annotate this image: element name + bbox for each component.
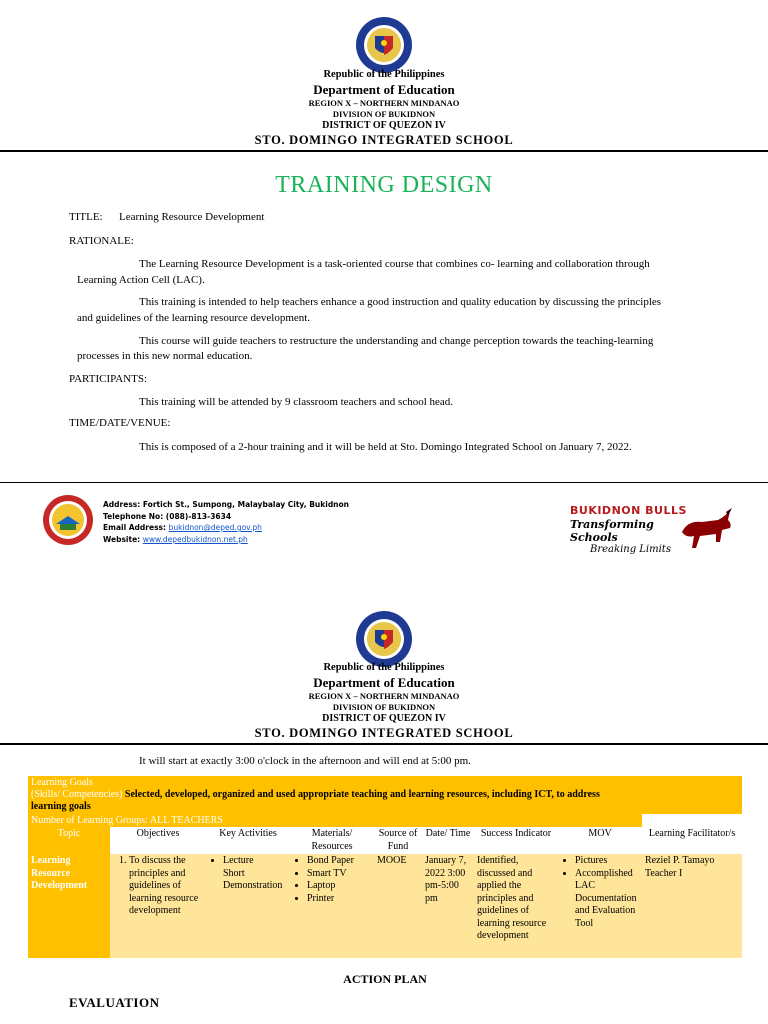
deped-seal-logo — [355, 16, 413, 74]
row-objective-cell — [110, 854, 206, 958]
rationale-p1-line2: Learning Action Cell (LAC). — [77, 274, 205, 286]
footer-website-link[interactable]: www.depedbukidnon.net.ph — [142, 534, 248, 544]
learning-goals-cell — [28, 776, 742, 814]
action-plan-caption: ACTION PLAN — [343, 972, 427, 986]
table-header-row — [28, 827, 742, 854]
col-source-fund: Source of Fund — [374, 827, 422, 854]
row-objective: 1. To discuss the principles and guidelines of learning resource development — [129, 855, 203, 918]
col-key-activities: Key Activities — [206, 827, 290, 854]
row-indicator: Identified, discussed and applied the principles and guidelines of learning resource development — [474, 854, 558, 958]
department-line: Department of Education — [313, 82, 455, 97]
row-materials-cell — [290, 854, 374, 958]
division-line: DIVISION OF BUKIDNON — [332, 109, 436, 119]
col-mov: MOV — [558, 827, 642, 854]
district-line: DISTRICT OF QUEZON IV — [322, 120, 446, 131]
row-material: • Bond Paper — [307, 855, 371, 868]
learning-goals-sub: (Skills/ Competencies) — [31, 789, 123, 800]
republic-line: Republic of the Philippines — [323, 69, 445, 80]
header-divider — [0, 150, 768, 152]
republic-line-2: Republic of the Philippines — [323, 662, 445, 673]
rationale-label: RATIONALE: — [69, 235, 134, 247]
page-title: TRAINING DESIGN — [275, 172, 493, 198]
row-topic: Learning Resource Development — [28, 854, 110, 958]
row-activity: • Lecture — [223, 855, 287, 868]
row-mov: • Pictures — [575, 855, 639, 868]
row-fund: MOOE — [374, 854, 422, 958]
rationale-p3-line1: This course will guide teachers to restructure the understanding and change perception towards the teaching-learning — [139, 335, 654, 347]
rationale-p2-line1: This training is intended to help teachers enhance a good instruction and quality education by discussing the principles — [139, 296, 662, 308]
row-material: • Smart TV — [307, 868, 371, 881]
title-label: TITLE: — [69, 211, 103, 223]
table-row — [28, 854, 742, 958]
evaluation-heading: EVALUATION — [69, 995, 160, 1010]
bukidnon-bulls-brand — [570, 504, 690, 555]
participants-label: PARTICIPANTS: — [69, 373, 147, 385]
row-mov: • Accomplished LAC Documentation and Evaluation Tool — [575, 868, 639, 931]
footer-email-link[interactable]: bukidnon@deped.gov.ph — [168, 523, 262, 532]
deped-seal-logo-2 — [355, 610, 413, 668]
col-topic: Topic — [28, 827, 110, 854]
rationale-p1-line1: The Learning Resource Development is a task-oriented course that combines co- learning and collaboration through — [139, 258, 650, 270]
district-line-2: DISTRICT OF QUEZON IV — [322, 713, 446, 724]
brand-line1: Transforming Schools — [570, 518, 654, 544]
row-material: • Laptop — [307, 880, 371, 893]
learning-goals-label: Learning Goals — [31, 777, 93, 788]
school-name: STO. DOMINGO INTEGRATED SCHOOL — [254, 133, 514, 147]
row-facilitator: Reziel P. Tamayo Teacher I — [642, 854, 742, 958]
learning-goals-text2: learning goals — [31, 801, 91, 812]
learning-goals-text: Selected, developed, organized and used appropriate teaching and learning resources, including ICT, to address — [124, 789, 600, 800]
bull-icon — [678, 506, 734, 552]
division-seal-logo — [42, 494, 94, 546]
brand-title: BUKIDNON BULLS — [570, 504, 687, 517]
footer-telephone: Telephone No: (088)-813-3634 — [103, 511, 232, 521]
footer-divider — [0, 482, 768, 483]
header-divider-2 — [0, 743, 768, 745]
col-facilitator: Learning Facilitator/s — [642, 827, 742, 854]
rationale-p3-line2: processes in this new normal education. — [77, 350, 253, 362]
row-datetime: January 7, 2022 3:00 pm-5:00 pm — [422, 854, 474, 958]
footer-website-label: Website: — [103, 534, 143, 544]
school-name-2: STO. DOMINGO INTEGRATED SCHOOL — [254, 726, 514, 740]
participants-text: This training will be attended by 9 classroom teachers and school head. — [139, 396, 454, 408]
footer-address: Address: Fortich St., Sumpong, Malaybalay City, Bukidnon — [103, 500, 350, 509]
region-line: REGION X – NORTHERN MINDANAO — [308, 98, 460, 108]
venue-text: This is composed of a 2-hour training and it will be held at Sto. Domingo Integrated School on January 7, 2022. — [139, 441, 632, 453]
learning-groups: Number of Learning Groups: ALL TEACHERS — [28, 814, 642, 827]
rationale-p2-line2: and guidelines of the learning resource development. — [77, 312, 311, 324]
department-line-2: Department of Education — [313, 675, 455, 690]
col-materials: Materials/ Resources — [290, 827, 374, 854]
row-mov-cell — [558, 854, 642, 958]
footer-email-label: Email Address: — [103, 523, 169, 532]
col-date-time: Date/ Time — [422, 827, 474, 854]
title-value: Learning Resource Development — [119, 211, 265, 223]
brand-line2: Breaking Limits — [590, 544, 671, 555]
row-activity-cell — [206, 854, 290, 958]
footer-contact — [103, 499, 349, 545]
venue-label: TIME/DATE/VENUE: — [69, 417, 171, 429]
row-activity2: Short Demonstration — [223, 867, 283, 891]
time-text: It will start at exactly 3:00 o'clock in the afternoon and will end at 5:00 pm. — [139, 755, 471, 767]
region-line-2: REGION X – NORTHERN MINDANAO — [308, 691, 460, 701]
action-plan-table — [28, 776, 742, 958]
row-material: • Printer — [307, 893, 371, 906]
division-line-2: DIVISION OF BUKIDNON — [332, 702, 436, 712]
col-success-indicator: Success Indicator — [474, 827, 558, 854]
col-objectives: Objectives — [110, 827, 206, 854]
